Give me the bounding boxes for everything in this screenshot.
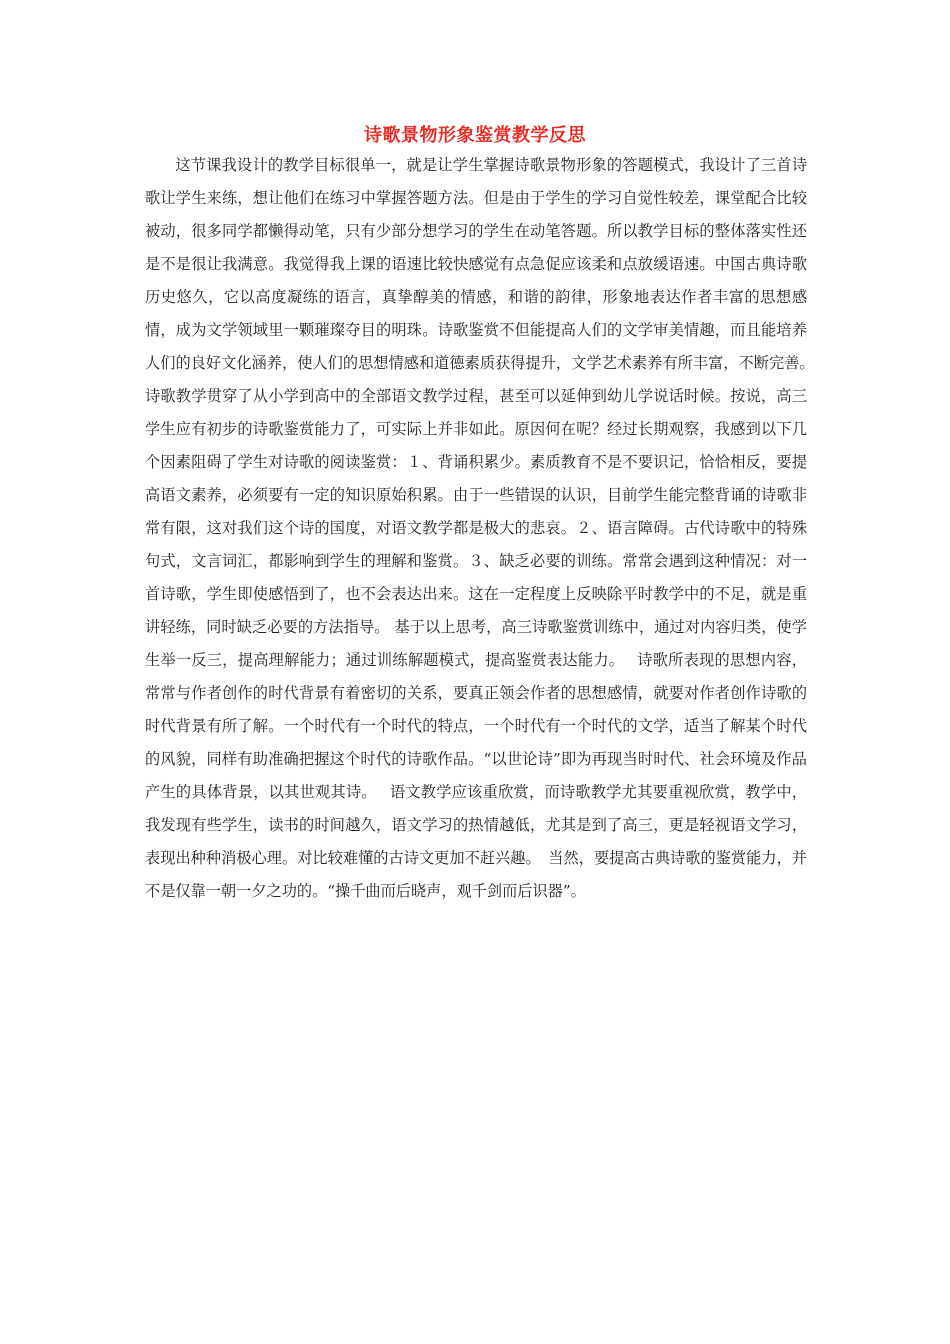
document-body-paragraph: 这节课我设计的教学目标很单一，就是让学生掌握诗歌景物形象的答题模式，我设计了三首诗歌让学生来练，想让他们在练习中掌握答题方法。但是由于学生的学习自觉性较差，课堂配合比较被动，很多同学都懒得动笔，只有少部分想学习的学生在动笔答题。所以教学目标的整体落实性还是不是很让我满意。我觉得我上课的语速比较快感觉有点急促应该柔和点放缓语速。中国古典诗歌历史悠久，它以高度凝练的语言，真挚醇美的情感，和谐的韵律，形象地表达作者丰富的思想感情，成为文学领域里一颗璀璨夺目的明珠。诗歌鉴赏不但能提高人们的文学审美情趣，而且能培养人们的良好文化涵养，使人们的思想情感和道德素质获得提升，文学艺术素养有所丰富，不断完善。 诗歌教学贯穿了从小学到高中的全部语文教学过程，甚至可以延伸到幼儿学说话时候。按说，高三学生应有初步的诗歌鉴赏能力了，可实际上并非如此。原因何在呢？经过长期观察，我感到以下几个因素阻碍了学生对诗歌的阅读鉴赏：１、背诵积累少。素质教育不是不要识记，恰恰相反，要提高语文素养，必须要有一定的知识原始积累。由于一些错误的认识，目前学生能完整背诵的诗歌非常有限，这对我们这个诗的国度，对语文教学都是极大的悲哀。２、语言障碍。古代诗歌中的特殊句式，文言词汇，都影响到学生的理解和鉴赏。３、缺乏必要的训练。常常会遇到这种情况：对一首诗歌，学生即使感悟到了，也不会表达出来。这在一定程度上反映除平时教学中的不足，就是重讲轻练，同时缺乏必要的方法指导。 基于以上思考，高三诗歌鉴赏训练中，通过对内容归类，使学生举一反三，提高理解能力；通过训练解题模式，提高鉴赏表达能力。 诗歌所表现的思想内容，常常与作者创作的时代背景有着密切的关系，要真正领会作者的思想感情，就要对作者创作诗歌的时代背景有所了解。一个时代有一个时代的特点，一个时代有一个时代的文学，适当了解某个时代的风貌，同样有助准确把握这个时代的诗歌作品。“以世论诗”即为再现当时时代、社会环境及作品产生的具体背景，以其世观其诗。 语文教学应该重欣赏，而诗歌教学尤其要重视欣赏，教学中，我发现有些学生，读书的时间越久，语文学习的热情越低，尤其是到了高三，更是轻视语文学习，表现出种种消极心理。对比较难懂的古诗文更加不赶兴趣。 当然，要提高古典诗歌的鉴赏能力，并不是仅靠一朝一夕之功的。“操千曲而后晓声，观千剑而后识器”。 bbox=[145, 156, 823, 900]
document-title: 诗歌景物形象鉴赏教学反思 bbox=[364, 125, 586, 146]
